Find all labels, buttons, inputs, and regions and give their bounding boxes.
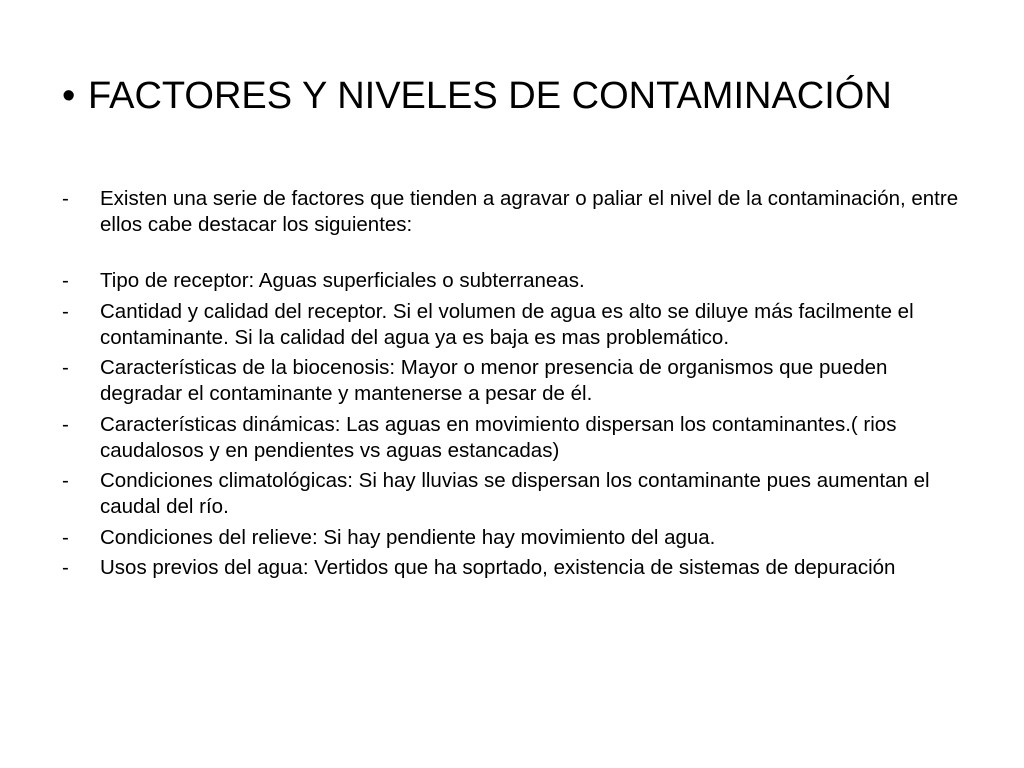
list-item-text: Existen una serie de factores que tienden a agravar o paliar el nivel de la contaminación, entre ellos cabe destacar los siguientes: — [100, 187, 959, 236]
dash-marker: - — [62, 525, 69, 549]
list-item-text: Características de la biocenosis: Mayor o menor presencia de organismos que pueden degradar el contaminante y mantenerse a pesar de él. — [100, 356, 888, 405]
dash-marker: - — [62, 469, 69, 492]
list-item — [62, 555, 962, 581]
list-item-text: Tipo de receptor: Aguas superficiales o subterraneas. — [100, 269, 585, 292]
dash-marker: - — [62, 269, 69, 292]
list-item-text: Usos previos del agua: Vertidos que ha soprtado, existencia de sistemas de depuración — [100, 556, 896, 579]
list-item-text: Cantidad y calidad del receptor. Si el volumen de agua es alto se diluye más facilmente el contaminante. Si la calidad del agua ya es baja es mas problemático. — [100, 299, 914, 349]
slide-title-row — [62, 72, 892, 120]
bullet-list — [62, 186, 962, 586]
dash-marker: - — [62, 299, 69, 323]
list-item-text: Condiciones del relieve: Si hay pendiente hay movimiento del agua. — [100, 525, 716, 549]
title-bullet: • — [62, 75, 76, 117]
list-item-text: Condiciones climatológicas: Si hay lluvias se dispersan los contaminante pues aumentan el caudal del río. — [100, 469, 930, 518]
dash-marker: - — [62, 556, 69, 579]
list-item — [62, 412, 962, 464]
dash-marker: - — [62, 356, 69, 379]
dash-marker: - — [62, 187, 69, 210]
dash-marker: - — [62, 412, 69, 436]
list-item — [62, 525, 962, 551]
list-item — [62, 299, 962, 351]
list-item — [62, 268, 962, 294]
list-item — [62, 186, 962, 238]
list-item — [62, 355, 962, 407]
list-item — [62, 468, 962, 520]
slide-title: FACTORES Y NIVELES DE CONTAMINACIÓN — [88, 75, 892, 117]
list-item-text: Características dinámicas: Las aguas en movimiento dispersan los contaminantes.( rios caudalosos y en pendientes vs aguas estancadas) — [100, 412, 897, 462]
